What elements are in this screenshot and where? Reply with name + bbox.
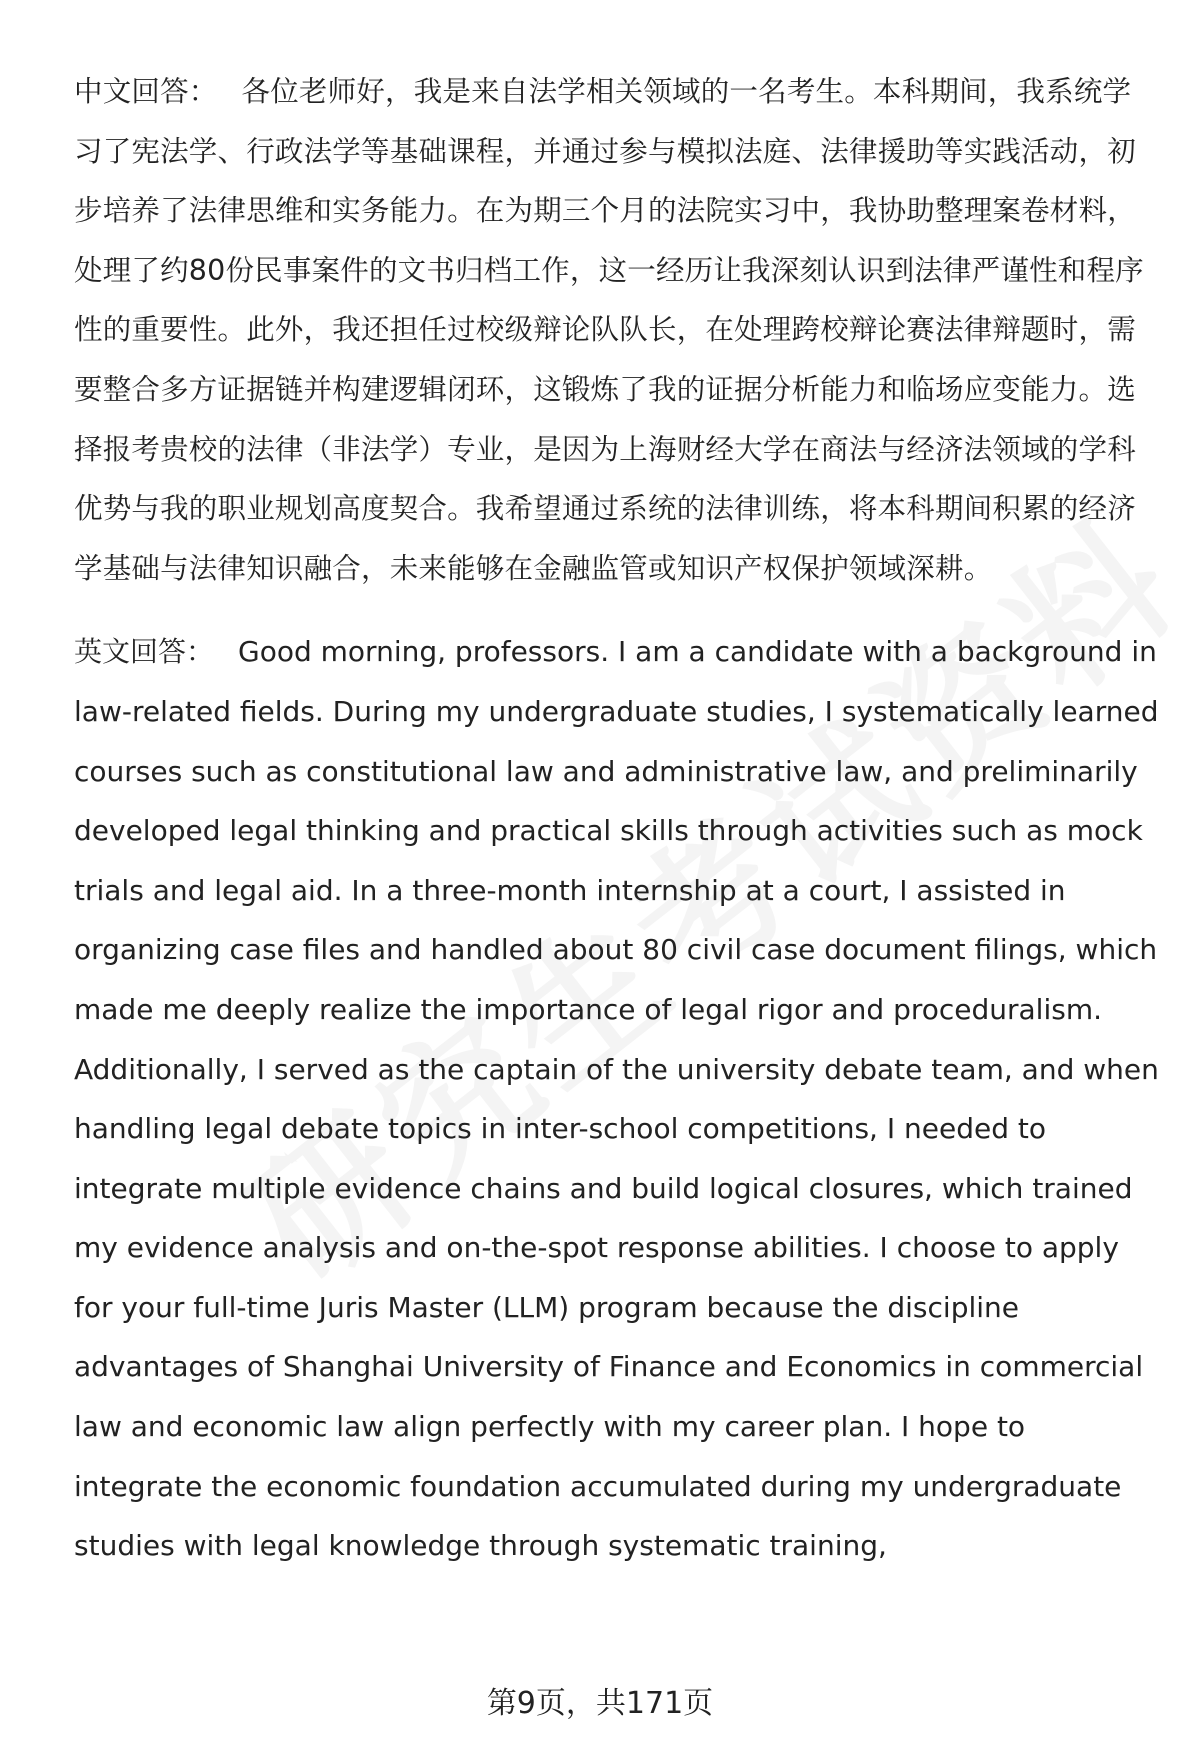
english-answer-text: Good morning, professors. I am a candidate with a background in law-related fields. During my undergraduate studies, I systematically learned courses such as constitutional law and administrative law, and preliminarily developed legal thinking and practical skills through activities such as mock trials and legal aid. In a three-month internship at a court, I assisted in organizing case files and handled about 80 civil case document filings, which made me deeply realize the importance of legal rigor and proceduralism. Additionally, I served as the captain of the university debate team, and when handling legal debate topics in inter-school competitions, I needed to integrate multiple evidence chains and build logical closures, which trained my evidence analysis and on-the-spot response abilities. I choose to apply for your full-time Juris Master (LLM) program because the discipline advantages of Shanghai University of Finance and Economics in commercial law and economic law align perfectly with my career plan. I hope to integrate the economic foundation accumulated during my undergraduate studies with legal knowledge through systematic training, xyxy=(74,635,1159,1563)
english-answer-paragraph xyxy=(74,622,1159,1576)
page-number: 第9页，共171页 xyxy=(486,1686,714,1721)
document-body xyxy=(74,62,1159,1576)
chinese-answer-text: 各位老师好，我是来自法学相关领域的一名考生。本科期间，我系统学习了宪法学、行政法学等基础课程，并通过参与模拟法庭、法律援助等实践活动，初步培养了法律思维和实务能力。在为期三个月的法院实习中，我协助整理案卷材料，处理了约80份民事案件的文书归档工作，这一经历让我深刻认识到法律严谨性和程序性的重要性。此外，我还担任过校级辩论队队长，在处理跨校辩论赛法律辩题时，需要整合多方证据链并构建逻辑闭环，这锻炼了我的证据分析能力和临场应变能力。选择报考贵校的法律（非法学）专业，是因为上海财经大学在商法与经济法领域的学科优势与我的职业规划高度契合。我希望通过系统的法律训练，将本科期间积累的经济学基础与法律知识融合，未来能够在金融监管或知识产权保护领域深耕。 xyxy=(74,75,1144,585)
english-answer-label: 英文回答： xyxy=(74,635,215,669)
chinese-answer-label: 中文回答： xyxy=(74,75,218,108)
chinese-answer-paragraph xyxy=(74,62,1159,598)
